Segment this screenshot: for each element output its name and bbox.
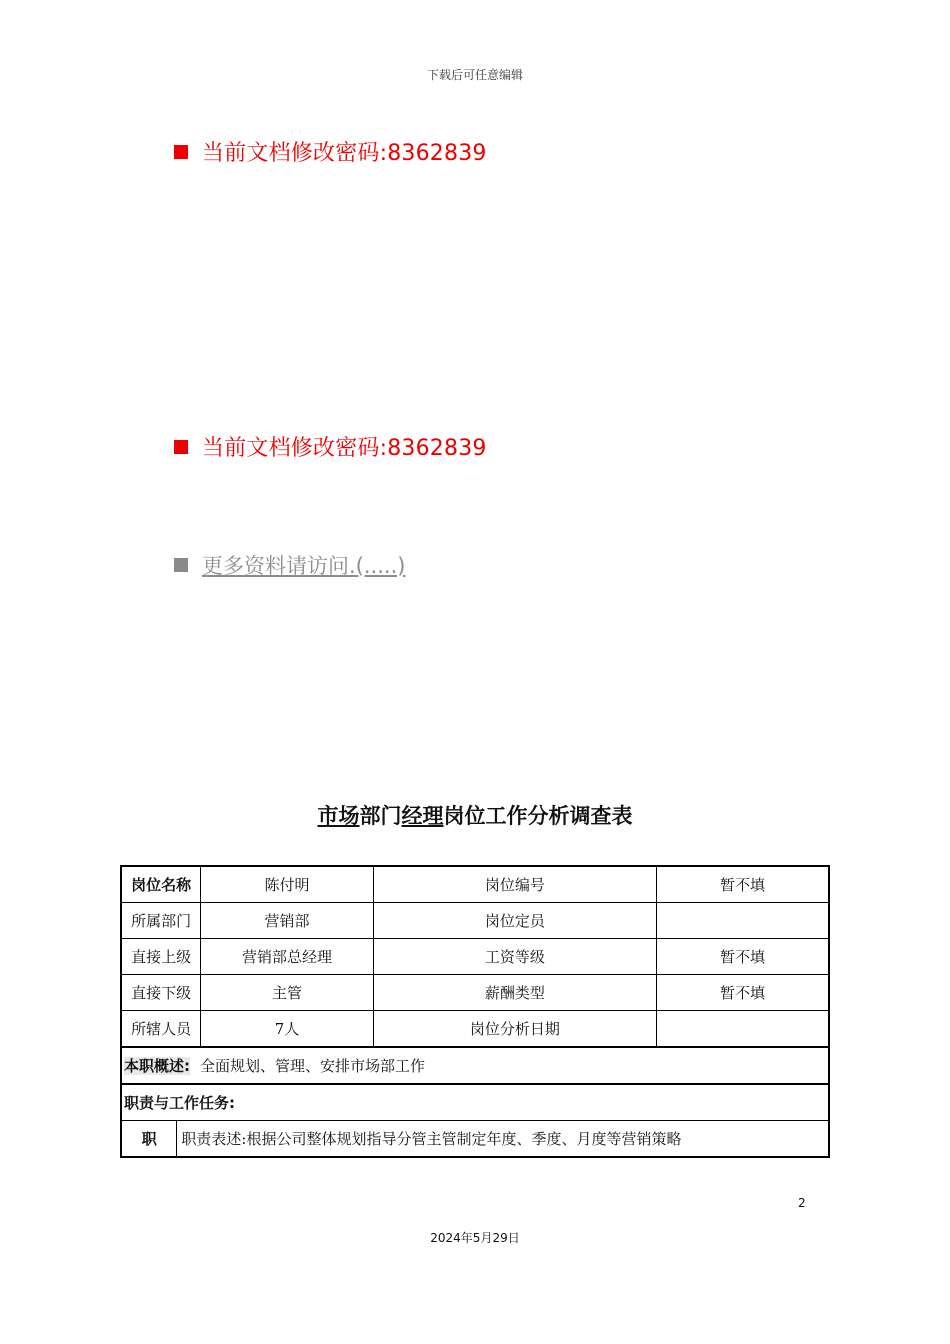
row-value-2 (656, 1011, 829, 1048)
duties-label: 职责与工作任务: (124, 1094, 235, 1112)
row-value-2: 暂不填 (656, 975, 829, 1011)
row-value-2 (656, 903, 829, 939)
header-note: 下载后可任意编辑 (426, 68, 523, 82)
title-part-3: 经理 (401, 804, 444, 828)
row-value-2: 暂不填 (656, 939, 829, 975)
more-info-link[interactable]: 更多资料请访问.(.....) (202, 554, 406, 578)
password-notice-2 (174, 431, 487, 462)
duties-header-row (121, 1084, 829, 1121)
summary-label: 本职概述: (124, 1057, 190, 1075)
password-notice-1 (174, 136, 487, 167)
row-label-2: 岗位分析日期 (373, 1011, 656, 1048)
table-row (121, 975, 829, 1011)
row-label: 直接下级 (121, 975, 201, 1011)
row-value: 7人 (201, 1011, 374, 1048)
row-value-2: 暂不填 (656, 866, 829, 903)
row-label-2: 薪酬类型 (373, 975, 656, 1011)
row-label: 所属部门 (121, 903, 201, 939)
row-label-2: 岗位编号 (373, 866, 656, 903)
title-part-4: 岗位工作分析调查表 (443, 804, 633, 828)
row-value: 陈付明 (201, 866, 374, 903)
red-square-bullet-icon (174, 145, 188, 159)
table-row (121, 939, 829, 975)
red-square-bullet-icon (174, 440, 188, 454)
row-value: 主管 (201, 975, 374, 1011)
title-part-2: 部门 (359, 804, 402, 828)
duties-header-cell (121, 1084, 829, 1121)
footer-date: 2024年5月29日 (430, 1231, 520, 1245)
duty-description: 职责表述:根据公司整体规划指导分管主管制定年度、季度、月度等营销策略 (177, 1121, 829, 1158)
summary-cell (121, 1047, 829, 1084)
row-label-2: 岗位定员 (373, 903, 656, 939)
password-text-2: 当前文档修改密码:8362839 (202, 436, 487, 461)
table-row (121, 1011, 829, 1048)
row-value: 营销部 (201, 903, 374, 939)
table-row (121, 866, 829, 903)
gray-square-bullet-icon (174, 558, 188, 572)
row-label-2: 工资等级 (373, 939, 656, 975)
summary-value: 全面规划、管理、安排市场部工作 (200, 1057, 426, 1075)
row-label: 岗位名称 (121, 866, 201, 903)
job-analysis-table (120, 865, 830, 1158)
duty-row (121, 1121, 829, 1158)
title-part-1: 市场 (317, 804, 360, 828)
row-label: 所辖人员 (121, 1011, 201, 1048)
document-title (0, 800, 950, 830)
table-row (121, 903, 829, 939)
more-info-notice (174, 550, 405, 580)
duty-marker: 职 (121, 1121, 177, 1158)
password-text-1: 当前文档修改密码:8362839 (202, 141, 487, 166)
page-number: 2 (798, 1196, 806, 1210)
row-label: 直接上级 (121, 939, 201, 975)
row-value: 营销部总经理 (201, 939, 374, 975)
summary-row (121, 1047, 829, 1084)
